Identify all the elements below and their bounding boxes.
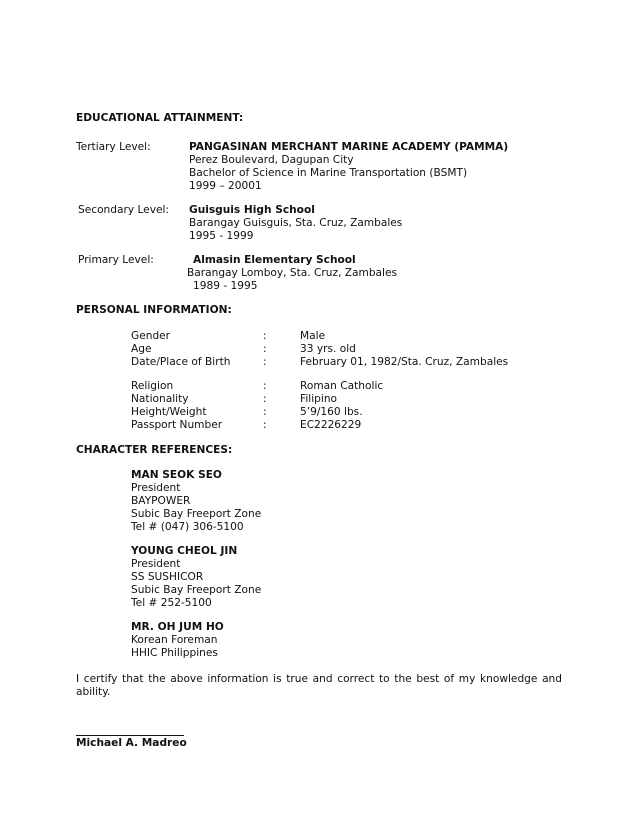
certification-text: I certify that the above information is true and correct to the best of my knowledge and (76, 673, 562, 685)
personal-heading: PERSONAL INFORMATION: (76, 304, 232, 316)
personal-value-nationality: Filipino (300, 393, 338, 405)
personal-value-passport: EC2226229 (300, 419, 362, 431)
reference-name: MR. OH JUM HO (131, 621, 224, 633)
personal-label-height-weight: Height/Weight (131, 406, 207, 418)
reference-line: Tel # 252-5100 (131, 597, 212, 609)
personal-colon: : (263, 419, 267, 431)
reference-line: Tel # (047) 306-5100 (131, 521, 244, 533)
reference-line: BAYPOWER (131, 495, 191, 507)
personal-label-religion: Religion (131, 380, 174, 392)
personal-value-gender: Male (300, 330, 326, 342)
reference-line: HHIC Philippines (131, 647, 218, 659)
references-heading: CHARACTER REFERENCES: (76, 444, 233, 456)
tertiary-label: Tertiary Level: (76, 141, 151, 153)
primary-years: 1989 - 1995 (193, 280, 258, 292)
signature-name: Michael A. Madreo (76, 737, 187, 749)
personal-value-birth: February 01, 1982/Sta. Cruz, Zambales (300, 356, 509, 368)
secondary-school: Guisguis High School (189, 204, 315, 216)
reference-line: Subic Bay Freeport Zone (131, 508, 262, 520)
tertiary-school: PANGASINAN MERCHANT MARINE ACADEMY (PAMMA) (189, 141, 509, 153)
secondary-label: Secondary Level: (78, 204, 170, 216)
primary-label: Primary Level: (78, 254, 154, 266)
certification-text-end: ability. (76, 686, 111, 698)
personal-colon: : (263, 330, 267, 342)
signature-line (76, 735, 184, 736)
tertiary-degree: Bachelor of Science in Marine Transportation (BSMT) (189, 167, 468, 179)
reference-line: Korean Foreman (131, 634, 218, 646)
personal-label-age: Age (131, 343, 152, 355)
personal-colon: : (263, 380, 267, 392)
tertiary-address: Perez Boulevard, Dagupan City (189, 154, 354, 166)
tertiary-years: 1999 – 20001 (189, 180, 262, 192)
education-heading: EDUCATIONAL ATTAINMENT: (76, 112, 244, 124)
reference-name: YOUNG CHEOL JIN (131, 545, 238, 557)
personal-colon: : (263, 393, 267, 405)
personal-label-nationality: Nationality (131, 393, 189, 405)
secondary-years: 1995 - 1999 (189, 230, 254, 242)
primary-address: Barangay Lomboy, Sta. Cruz, Zambales (187, 267, 398, 279)
personal-label-gender: Gender (131, 330, 171, 342)
personal-label-birth: Date/Place of Birth (131, 356, 231, 368)
reference-line: President (131, 482, 181, 494)
secondary-address: Barangay Guisguis, Sta. Cruz, Zambales (189, 217, 403, 229)
personal-value-religion: Roman Catholic (300, 380, 384, 392)
personal-colon: : (263, 356, 267, 368)
personal-label-passport: Passport Number (131, 419, 223, 431)
reference-name: MAN SEOK SEO (131, 469, 222, 481)
reference-line: Subic Bay Freeport Zone (131, 584, 262, 596)
reference-line: SS SUSHICOR (131, 571, 204, 583)
primary-school: Almasin Elementary School (193, 254, 356, 266)
personal-colon: : (263, 343, 267, 355)
reference-line: President (131, 558, 181, 570)
personal-value-height-weight: 5’9/160 lbs. (300, 406, 363, 418)
personal-colon: : (263, 406, 267, 418)
personal-value-age: 33 yrs. old (300, 343, 356, 355)
